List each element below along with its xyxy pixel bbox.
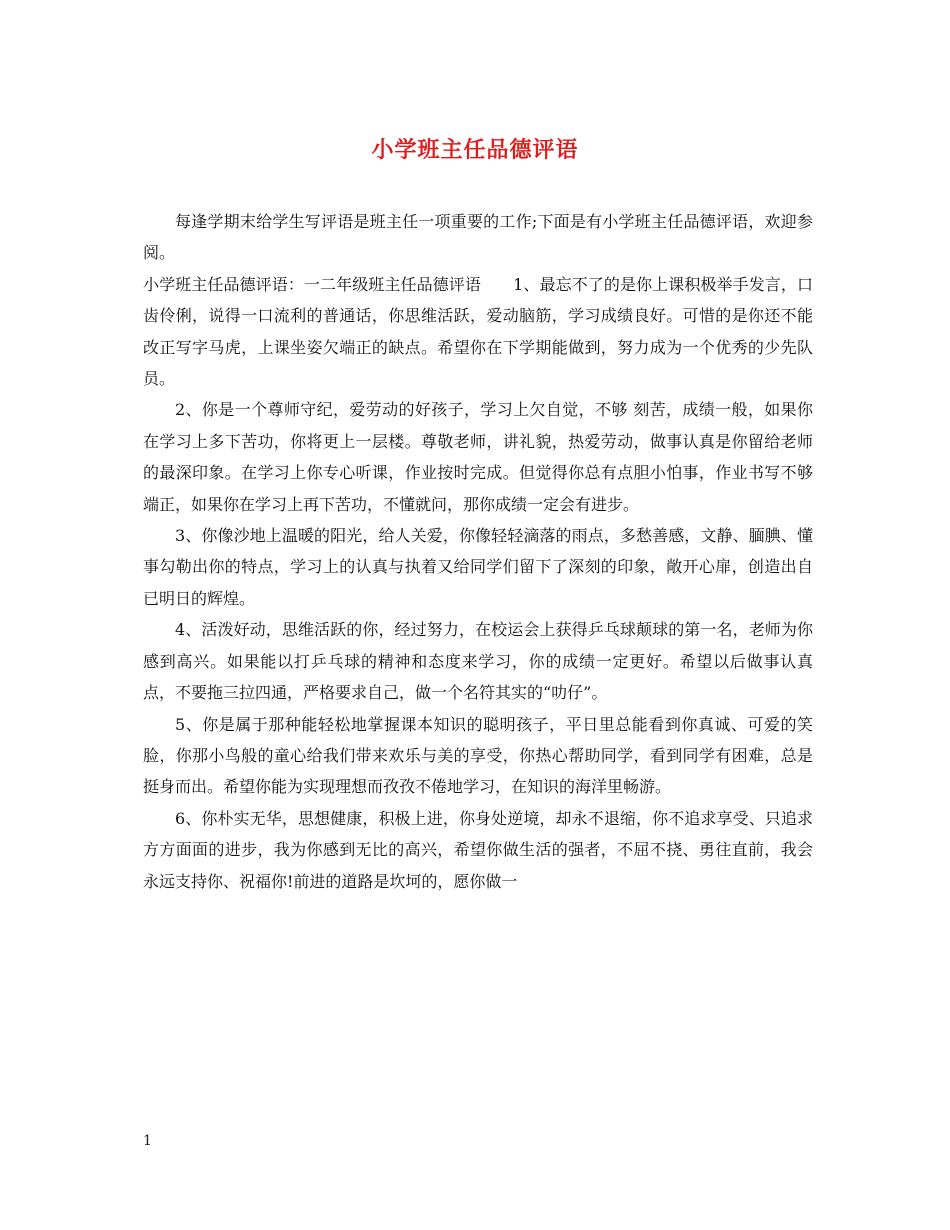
paragraph-intro: 每逢学期末给学生写评语是班主任一项重要的工作;下面是有小学班主任品德评语，欢迎参阅。 bbox=[143, 212, 813, 263]
document-body bbox=[143, 206, 813, 897]
page-title: 小学班主任品德评语 bbox=[371, 137, 579, 163]
page-number: 1 bbox=[143, 1133, 152, 1149]
paragraph-comment-5: 5、你是属于那种能轻松地掌握课本知识的聪明孩子，平日里总能看到你真诚、可爱的笑脸，你那小鸟般的童心给我们带来欢乐与美的享受，你热心帮助同学，看到同学有困难，总是挺身而出。希望你能为实现理想而孜孜不倦地学习，在知识的海洋里畅游。 bbox=[143, 714, 813, 797]
paragraph-comment-1: 小学班主任品德评语：一二年级班主任品德评语 1、最忘不了的是你上课积极举手发言，口齿伶俐，说得一口流利的普通话，你思维活跃，爱动脑筋，学习成绩良好。可惜的是你还不能改正写字马虎，上课坐姿欠端正的缺点。希望你在下学期能做到，努力成为一个优秀的少先队员。 bbox=[143, 274, 813, 389]
paragraph-comment-4: 4、活泼好动，思维活跃的你，经过努力，在校运会上获得乒乓球颠球的第一名，老师为你感到高兴。如果能以打乒乓球的精神和态度来学习，你的成绩一定更好。希望以后做事认真点，不要拖三拉四通，严格要求自己，做一个名符其实的“叻仔”。 bbox=[143, 620, 813, 703]
paragraph-comment-3: 3、你像沙地上温暖的阳光，给人关爱，你像轻轻滴落的雨点，多愁善感，文静、腼腆、懂事勾勒出你的特点，学习上的认真与执着又给同学们留下了深刻的印象，敞开心扉，创造出自已明日的辉煌。 bbox=[143, 526, 813, 608]
paragraph-comment-6: 6、你朴实无华，思想健康，积极上进，你身处逆境，却永不退缩，你不追求享受、只追求方方面面的进步，我为你感到无比的高兴，希望你做生活的强者，不屈不挠、勇往直前，我会永远支持你、祝福你!前进的道路是坎坷的，愿你做一 bbox=[143, 808, 813, 891]
paragraph-comment-2: 2、你是一个尊师守纪，爱劳动的好孩子，学习上欠自觉，不够 刻苦，成绩一般，如果你在学习上多下苦功，你将更上一层楼。尊敬老师，讲礼貌，热爱劳动，做事认真是你留给老师的最深印象。在学习上你专心听课，作业按时完成。但觉得你总有点胆小怕事，作业书写不够端正，如果你在学习上再下苦功，不懂就问，那你成绩一定会有进步。 bbox=[143, 400, 813, 514]
